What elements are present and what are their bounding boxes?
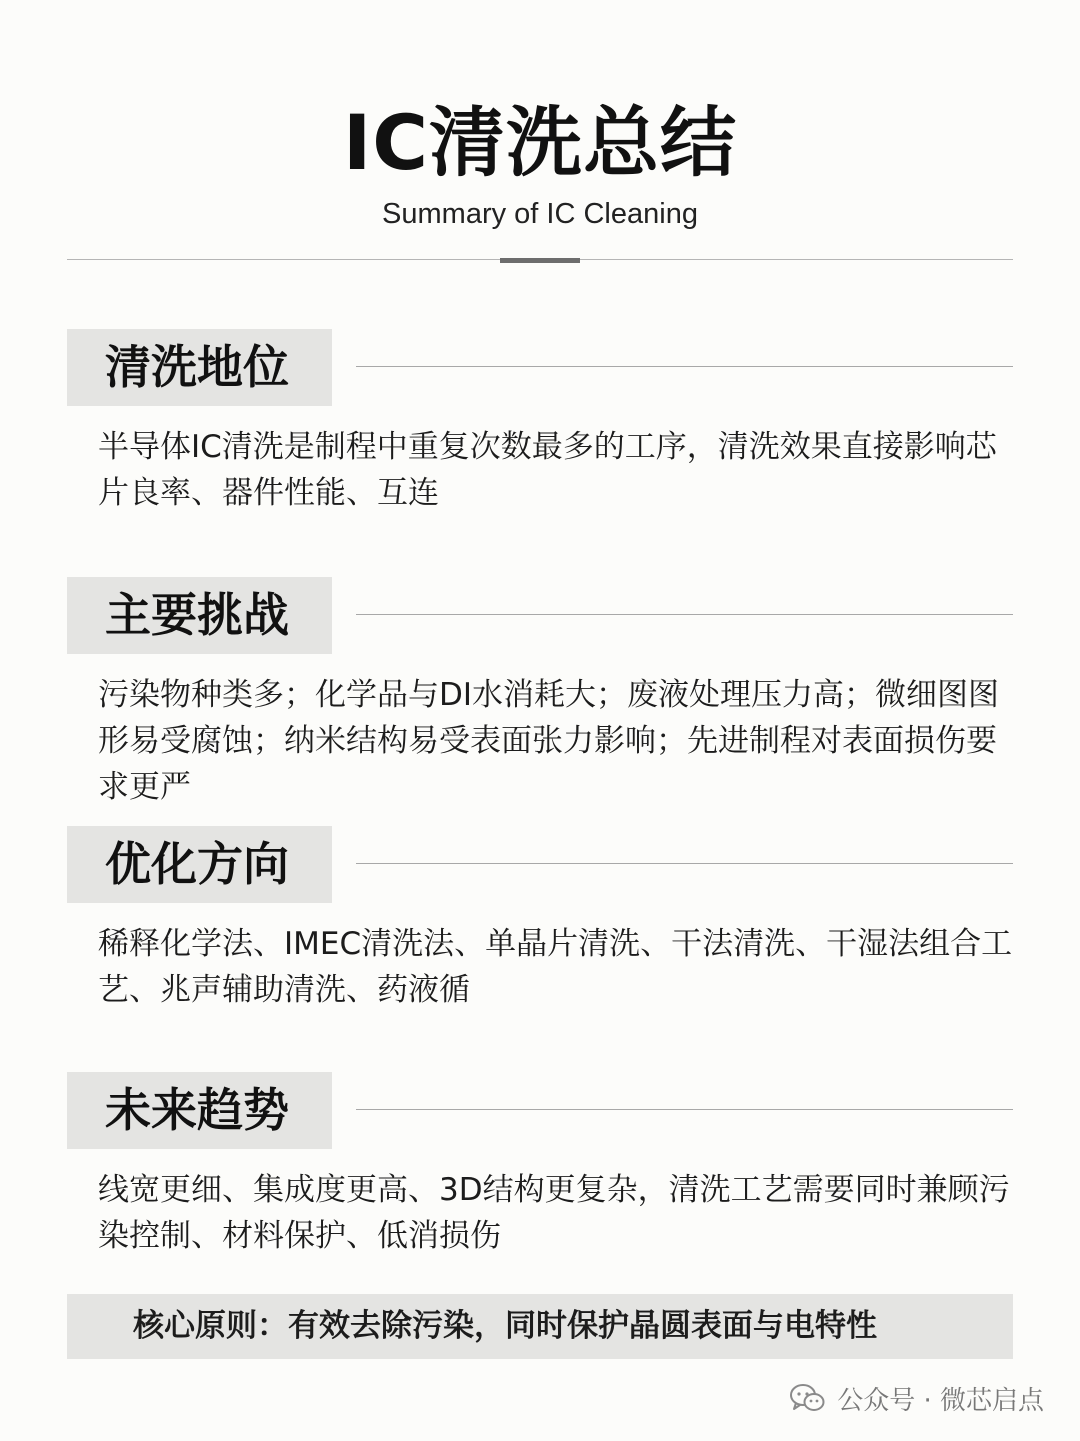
section-divider: [356, 863, 1013, 864]
section-heading: 清洗地位: [105, 340, 289, 394]
section-heading-box: [67, 1072, 332, 1149]
footer-watermark: [789, 1378, 1044, 1418]
section-body: 稀释化学法、IMEC清洗法、单晶片清洗、干法清洗、干湿法组合工艺、兆声辅助清洗、药液循: [98, 926, 1013, 1008]
section-heading: 未来趋势: [105, 1083, 289, 1137]
section-heading: 优化方向: [105, 837, 289, 891]
page-subtitle: Summary of IC Cleaning: [382, 198, 698, 230]
section-heading-box: [67, 577, 332, 654]
title-divider-accent: [500, 258, 580, 263]
section-divider: [356, 1109, 1013, 1110]
section-body: 线宽更细、集成度更高、3D结构更复杂，清洗工艺需要同时兼顾污染控制、材料保护、低消损伤: [98, 1172, 1010, 1254]
footer-text: 公众号 · 微芯启点: [837, 1385, 1044, 1416]
wechat-icon: [789, 1383, 825, 1413]
page-title: IC清洗总结: [342, 98, 738, 187]
section-divider: [356, 614, 1013, 615]
section-heading-box: [67, 329, 332, 406]
section-heading-box: [67, 826, 332, 903]
core-principle-text: 核心原则：有效去除污染，同时保护晶圆表面与电特性: [133, 1308, 877, 1344]
section-body: 半导体IC清洗是制程中重复次数最多的工序，清洗效果直接影响芯片良率、器件性能、互连: [98, 429, 997, 511]
core-principle-box: [67, 1294, 1013, 1359]
section-divider: [356, 366, 1013, 367]
section-body: 污染物种类多；化学品与DI水消耗大；废液处理压力高；微细图图形易受腐蚀；纳米结构易受表面张力影响；先进制程对表面损伤要求更严: [98, 677, 1000, 805]
section-heading: 主要挑战: [105, 588, 289, 642]
